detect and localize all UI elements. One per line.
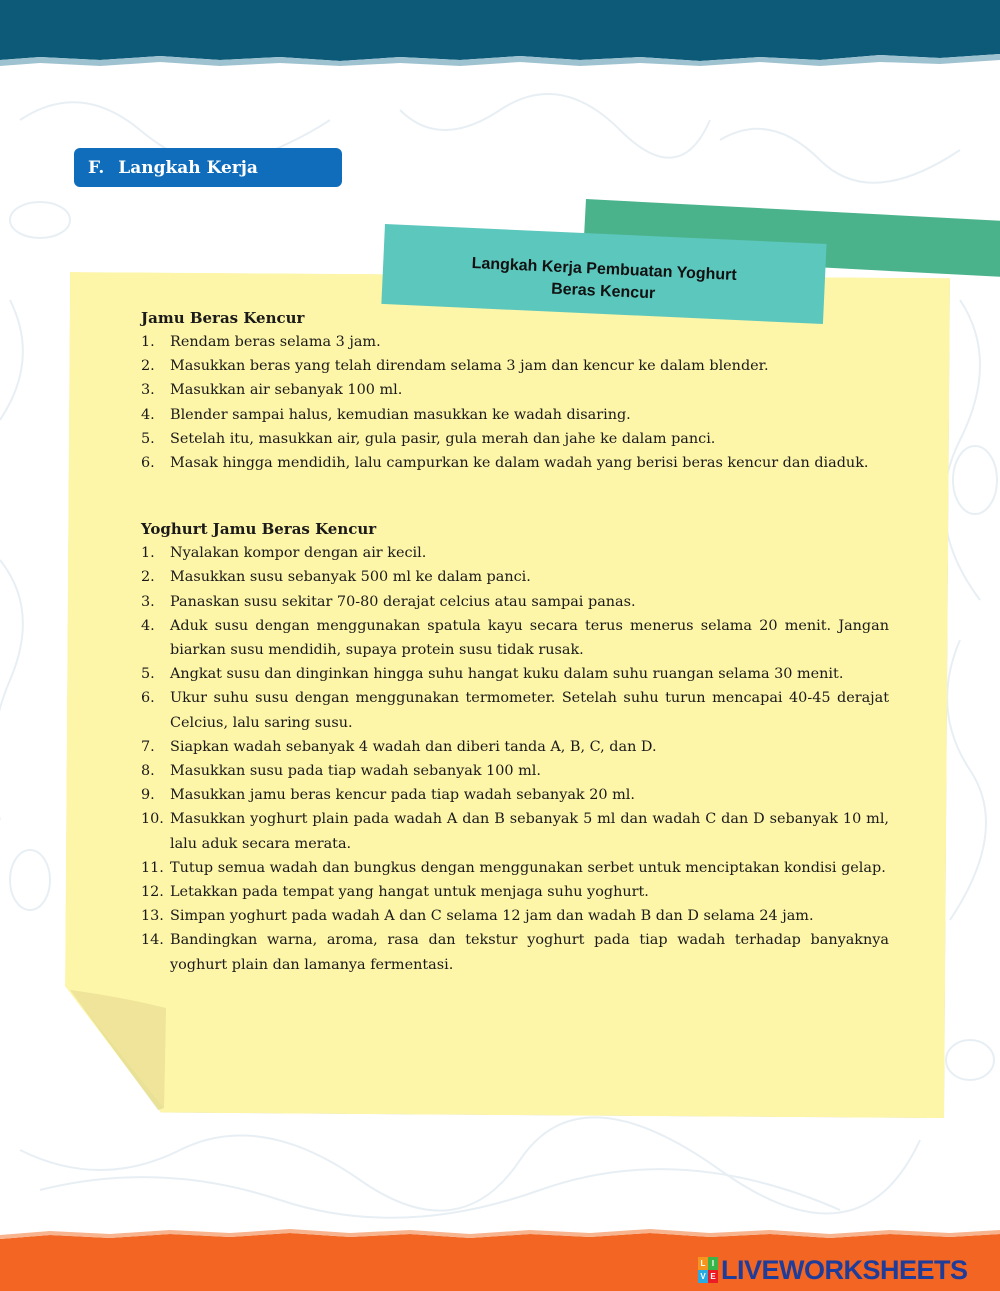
step-number: 12.	[141, 884, 164, 901]
step-number: 1.	[141, 334, 155, 350]
yoghurt-steps-list	[141, 541, 889, 977]
list-item	[141, 354, 889, 378]
step-text: Masukkan susu pada tiap wadah sebanyak 100 ml.	[170, 763, 541, 780]
step-text: Masak hingga mendidih, lalu campurkan ke dalam wadah yang berisi beras kencur dan diaduk.	[170, 455, 869, 472]
step-number: 14.	[141, 932, 164, 949]
step-text: Masukkan yoghurt plain pada wadah A dan B sebanyak 5 ml dan wadah C dan D sebanyak 10 ml, lalu aduk secara merata.	[170, 811, 889, 852]
step-text: Simpan yoghurt pada wadah A dan C selama 12 jam dan wadah B dan D selama 24 jam.	[170, 908, 814, 925]
step-number: 2.	[141, 358, 155, 375]
step-text: Setelah itu, masukkan air, gula pasir, gula merah dan jahe ke dalam panci.	[170, 430, 716, 447]
yoghurt-heading: Yoghurt Jamu Beras Kencur	[141, 520, 377, 539]
step-text: Bandingkan warna, aroma, rasa dan tekstur yoghurt pada tiap wadah terhadap banyaknya yoghurt plain dan lamanya fermentasi.	[170, 932, 889, 973]
list-item	[141, 614, 889, 662]
list-item	[141, 662, 889, 686]
list-item	[141, 427, 889, 451]
step-text: Siapkan wadah sebanyak 4 wadah dan diberi tanda A, B, C, dan D.	[170, 738, 657, 755]
step-number: 13.	[141, 908, 164, 925]
liveworksheets-logo[interactable]	[698, 1256, 968, 1284]
logo-icon-letter: L	[698, 1257, 708, 1270]
step-text: Tutup semua wadah dan bungkus dengan menggunakan serbet untuk menciptakan kondisi gelap.	[170, 859, 886, 876]
logo-text: LIVEWORKSHEETS	[721, 1254, 968, 1285]
logo-icon-letter: V	[698, 1270, 708, 1283]
list-item	[141, 378, 889, 402]
label-line-2: Beras Kencur	[550, 280, 656, 303]
list-item	[141, 686, 889, 734]
step-text: Masukkan beras yang telah direndam selama 3 jam dan kencur ke dalam blender.	[170, 358, 769, 375]
list-item	[141, 783, 889, 807]
logo-icon-letter: I	[708, 1257, 718, 1270]
step-text: Blender sampai halus, kemudian masukkan ke wadah disaring.	[170, 406, 631, 423]
step-text: Rendam beras selama 3 jam.	[170, 334, 381, 350]
list-item	[141, 590, 889, 614]
step-text: Masukkan air sebanyak 100 ml.	[170, 382, 403, 399]
liveworksheets-logo-icon	[698, 1257, 718, 1283]
jamu-steps-list	[141, 330, 889, 475]
step-number: 10.	[141, 811, 164, 828]
step-number: 7.	[141, 738, 155, 755]
step-text: Aduk susu dengan menggunakan spatula kayu secara terus menerus selama 20 menit. Jangan biarkan susu mendidih, supaya protein susu tidak rusak.	[170, 617, 889, 659]
list-item	[141, 807, 889, 855]
list-item	[141, 330, 889, 354]
section-heading-tab	[74, 148, 342, 187]
list-item	[141, 451, 889, 475]
step-number: 6.	[141, 690, 155, 707]
step-text: Ukur suhu susu dengan menggunakan termometer. Setelah suhu turun mencapai 40-45 derajat Celcius, lalu saring susu.	[170, 690, 889, 731]
list-item	[141, 541, 889, 565]
list-item	[141, 880, 889, 904]
top-banner	[0, 0, 1000, 80]
step-text: Letakkan pada tempat yang hangat untuk menjaga suhu yoghurt.	[170, 884, 649, 901]
step-number: 11.	[141, 859, 164, 876]
list-item	[141, 403, 889, 427]
logo-icon-letter: E	[708, 1270, 718, 1283]
section-gap	[141, 475, 889, 517]
section-letter: F.	[88, 157, 105, 178]
step-number: 4.	[141, 617, 155, 634]
step-text: Angkat susu dan dinginkan hingga suhu hangat kuku dalam suhu ruangan selama 30 menit.	[170, 666, 844, 683]
step-text: Nyalakan kompor dengan air kecil.	[170, 545, 427, 562]
note-folded-corner	[46, 990, 166, 1110]
steps-content	[141, 306, 889, 977]
list-item	[141, 565, 889, 589]
step-number: 5.	[141, 666, 155, 683]
step-number: 2.	[141, 569, 155, 586]
step-number: 1.	[141, 545, 155, 562]
list-item	[141, 904, 889, 928]
list-item	[141, 856, 889, 880]
step-number: 8.	[141, 763, 155, 780]
step-number: 3.	[141, 382, 155, 399]
step-number: 5.	[141, 430, 155, 447]
step-text: Panaskan susu sekitar 70-80 derajat celcius atau sampai panas.	[170, 593, 636, 610]
step-number: 9.	[141, 787, 155, 804]
section-title: Langkah Kerja	[118, 157, 258, 178]
list-item	[141, 735, 889, 759]
list-item	[141, 928, 889, 976]
step-number: 6.	[141, 455, 155, 472]
step-number: 3.	[141, 593, 155, 610]
step-text: Masukkan susu sebanyak 500 ml ke dalam panci.	[170, 569, 531, 586]
step-text: Masukkan jamu beras kencur pada tiap wadah sebanyak 20 ml.	[170, 787, 635, 804]
label-line-1: Langkah Kerja Pembuatan Yoghurt	[471, 254, 738, 284]
list-item	[141, 759, 889, 783]
step-number: 4.	[141, 406, 155, 423]
jamu-heading: Jamu Beras Kencur	[141, 309, 305, 327]
